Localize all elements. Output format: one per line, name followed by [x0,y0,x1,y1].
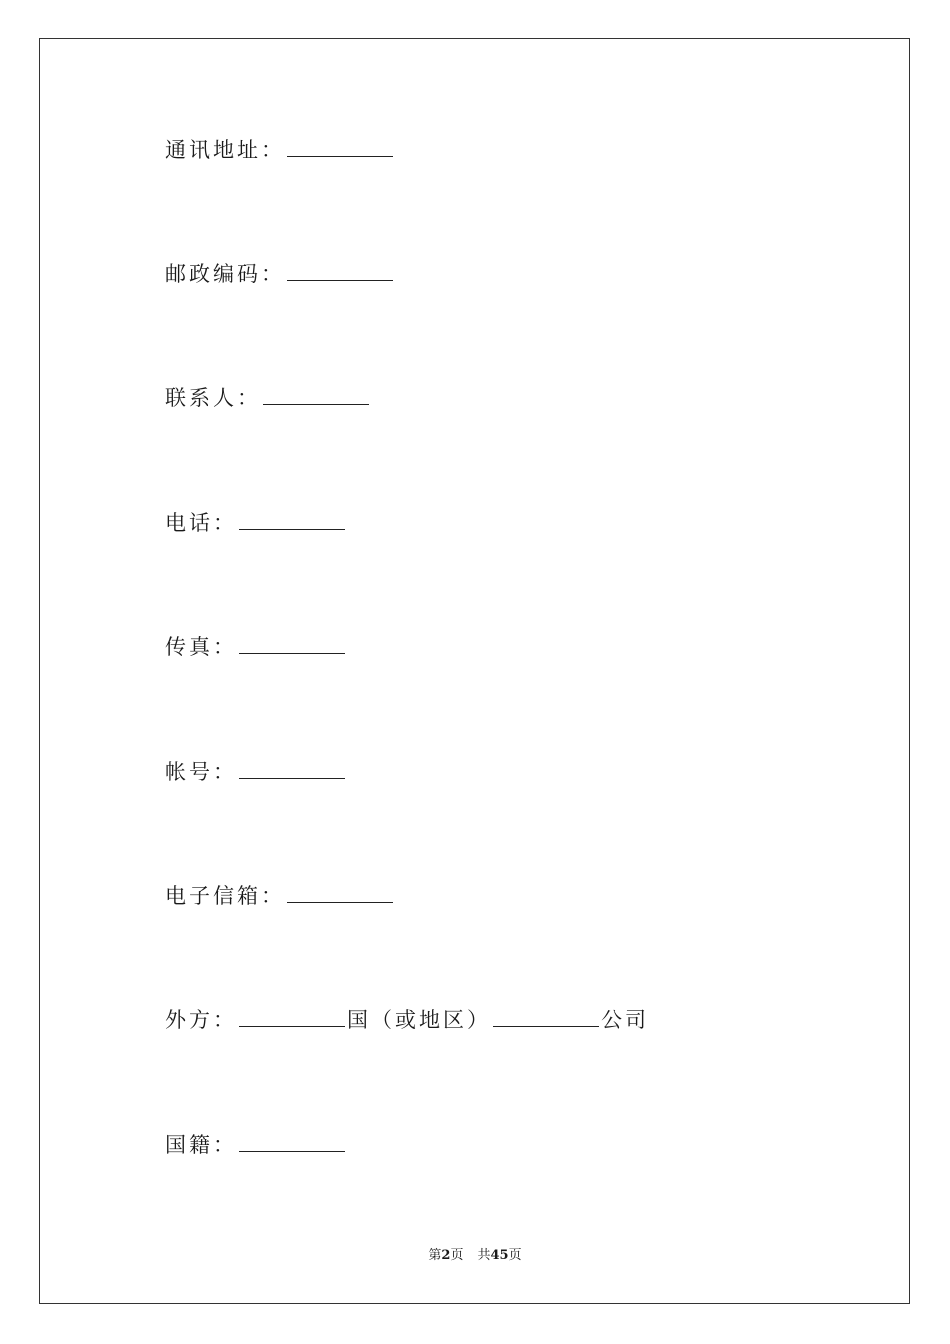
blank-line [239,1131,345,1152]
field-label: 外方： [165,1008,237,1032]
blank-line [263,384,369,405]
footer-page-number: 2 [441,1248,451,1263]
field-suffix-text: 公司 [601,1008,649,1032]
footer-total-suffix: 页 [508,1248,522,1263]
page-footer [0,1247,950,1265]
field-label: 邮政编码： [165,262,285,286]
field-nationality [165,1131,347,1159]
field-label: 电话： [165,511,237,535]
page-border [39,38,910,1304]
footer-page-suffix: 页 [450,1248,464,1263]
field-postal-code [165,260,395,288]
blank-line [239,633,345,654]
field-label: 传真： [165,635,237,659]
field-contact-person [165,384,371,412]
field-fax [165,633,347,661]
field-email [165,882,395,910]
field-middle-text: 国（或地区） [347,1008,491,1032]
blank-line [239,509,345,530]
blank-line [239,1006,345,1027]
blank-line [493,1006,599,1027]
blank-line [287,260,393,281]
footer-total-number: 45 [490,1248,509,1263]
field-telephone [165,509,347,537]
blank-line [287,136,393,157]
footer-total-prefix: 共 [477,1248,491,1263]
field-mailing-address [165,136,395,164]
blank-line [239,758,345,779]
field-label: 帐号： [165,760,237,784]
field-account-number [165,758,347,786]
footer-page-prefix: 第 [428,1248,442,1263]
field-label: 联系人： [165,386,261,410]
blank-line [287,882,393,903]
field-foreign-party [165,1006,649,1034]
field-label: 通讯地址： [165,138,285,162]
field-label: 电子信箱： [165,884,285,908]
field-label: 国籍： [165,1133,237,1157]
